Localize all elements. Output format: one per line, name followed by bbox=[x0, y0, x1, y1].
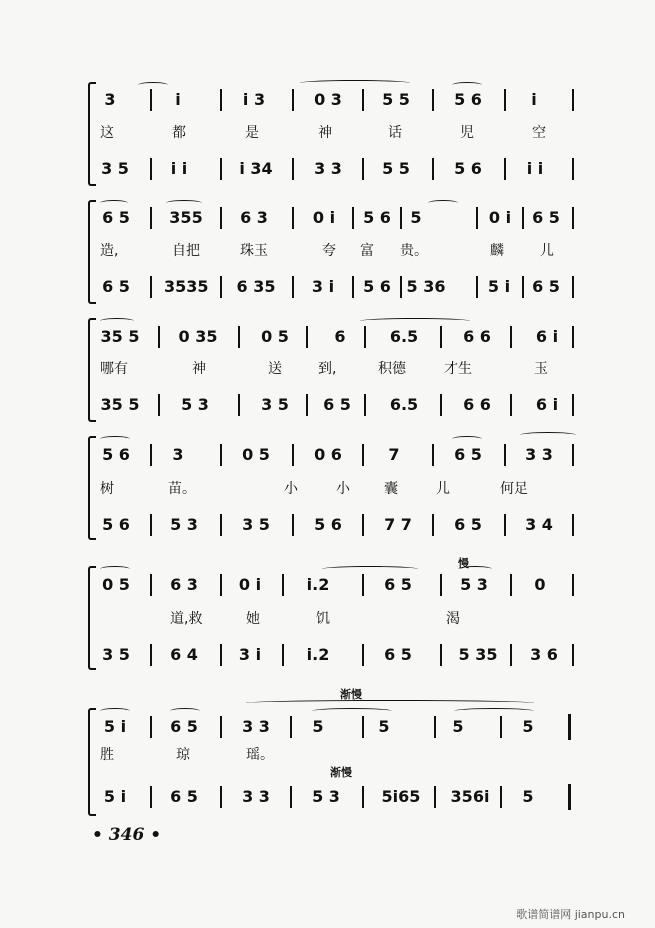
measure: 6 4 bbox=[170, 645, 198, 664]
measure: 5 3 bbox=[181, 395, 209, 414]
measure: 3 i bbox=[311, 277, 335, 296]
lyric: 何足 bbox=[500, 481, 528, 497]
measure: 5 3 bbox=[170, 515, 198, 534]
lyric: 神 bbox=[192, 361, 206, 377]
measure: 3 bbox=[104, 90, 116, 109]
system-brace bbox=[88, 318, 96, 422]
measure: 7 bbox=[388, 445, 400, 464]
measure: 6 5 bbox=[102, 208, 130, 227]
lyric: 苗。 bbox=[168, 481, 196, 497]
measure: 5 bbox=[522, 787, 534, 806]
measure: 6 5 bbox=[454, 445, 482, 464]
measure: 0 6 bbox=[314, 445, 342, 464]
measure: 0 i bbox=[312, 208, 336, 227]
measure: 6 5 bbox=[323, 395, 351, 414]
measure: 5i65 bbox=[381, 787, 421, 806]
measure: 7 7 bbox=[384, 515, 412, 534]
lyric: 积德 bbox=[378, 361, 406, 377]
staff-top bbox=[100, 442, 580, 468]
staff-top bbox=[100, 572, 580, 598]
lyric: 神 bbox=[318, 125, 332, 141]
measure: 35 5 bbox=[100, 395, 140, 414]
measure: i i bbox=[170, 159, 188, 178]
measure: 3 6 bbox=[530, 645, 558, 664]
measure: 6 5 bbox=[102, 277, 130, 296]
measure: 5 6 bbox=[363, 208, 391, 227]
measure: 5 bbox=[410, 208, 422, 227]
lyric: 送 bbox=[268, 361, 282, 377]
measure: 5 5 bbox=[382, 159, 410, 178]
measure: 3 3 bbox=[242, 787, 270, 806]
measure: 3 5 bbox=[242, 515, 270, 534]
measure: 6 3 bbox=[240, 208, 268, 227]
measure: 6 3 bbox=[170, 575, 198, 594]
staff-top bbox=[100, 324, 580, 350]
lyric: 都 bbox=[172, 125, 186, 141]
measure: 0 5 bbox=[102, 575, 130, 594]
measure: i.2 bbox=[306, 645, 330, 664]
measure: 0 3 bbox=[314, 90, 342, 109]
measure: 5 i bbox=[103, 717, 127, 736]
measure: 6 35 bbox=[236, 277, 276, 296]
measure: 3 3 bbox=[242, 717, 270, 736]
measure: 5 6 bbox=[102, 515, 130, 534]
slur bbox=[138, 82, 168, 88]
measure: 6 5 bbox=[170, 787, 198, 806]
measure: i bbox=[531, 90, 537, 109]
measure: 0 35 bbox=[178, 327, 218, 346]
system-brace bbox=[88, 82, 96, 186]
measure: 6 i bbox=[535, 395, 559, 414]
measure: 5 35 bbox=[458, 645, 498, 664]
measure: 5 6 bbox=[102, 445, 130, 464]
measure: 3535 bbox=[164, 277, 209, 296]
measure: 6 6 bbox=[463, 395, 491, 414]
lyric: 话 bbox=[388, 125, 402, 141]
measure: 3 5 bbox=[102, 645, 130, 664]
lyric: 胜 bbox=[100, 747, 114, 763]
lyric: 小 bbox=[284, 481, 298, 497]
staff-bottom bbox=[100, 392, 580, 418]
lyric: 饥 bbox=[316, 611, 330, 627]
lyric: 自把 bbox=[172, 243, 200, 259]
measure: 5 bbox=[452, 717, 464, 736]
lyric: 这 bbox=[100, 125, 114, 141]
measure: 5 6 bbox=[363, 277, 391, 296]
lyric: 囊 bbox=[384, 481, 398, 497]
staff-bottom bbox=[100, 642, 580, 668]
staff-top bbox=[100, 714, 580, 740]
measure: 3 3 bbox=[314, 159, 342, 178]
measure: 5 bbox=[378, 717, 390, 736]
measure: i.2 bbox=[306, 575, 330, 594]
slur bbox=[300, 80, 410, 86]
measure: 5 bbox=[522, 717, 534, 736]
lyric: 瑶。 bbox=[246, 747, 274, 763]
measure: 355 bbox=[169, 208, 203, 227]
system-brace bbox=[88, 200, 96, 304]
measure: 6 bbox=[334, 327, 346, 346]
lyric: 儿 bbox=[436, 481, 450, 497]
measure: 6 i bbox=[535, 327, 559, 346]
lyric: 道,救 bbox=[170, 611, 203, 627]
lyric: 儿 bbox=[540, 243, 554, 259]
measure: 5 i bbox=[103, 787, 127, 806]
measure: 6 5 bbox=[532, 277, 560, 296]
measure: 0 i bbox=[238, 575, 262, 594]
measure: 0 5 bbox=[261, 327, 289, 346]
measure: 6 5 bbox=[384, 575, 412, 594]
measure: 5 bbox=[312, 717, 324, 736]
measure: 5 6 bbox=[454, 159, 482, 178]
lyric: 児 bbox=[460, 125, 474, 141]
lyric: 是 bbox=[245, 125, 259, 141]
lyric: 麟 bbox=[490, 243, 504, 259]
measure: 5 5 bbox=[382, 90, 410, 109]
measure: 0 i bbox=[488, 208, 512, 227]
measure: 6 5 bbox=[170, 717, 198, 736]
lyric: 哪有 bbox=[100, 361, 128, 377]
measure: 0 5 bbox=[242, 445, 270, 464]
measure: 35 5 bbox=[100, 327, 140, 346]
measure: 6 5 bbox=[454, 515, 482, 534]
measure: 3 i bbox=[238, 645, 262, 664]
measure: 5 6 bbox=[454, 90, 482, 109]
system-brace bbox=[88, 566, 96, 670]
lyric: 渴 bbox=[446, 611, 460, 627]
staff-top bbox=[100, 87, 580, 113]
measure: i 34 bbox=[239, 159, 273, 178]
tempo-marking: 渐慢 bbox=[330, 766, 352, 779]
measure: 3 3 bbox=[525, 445, 553, 464]
system-brace bbox=[88, 708, 96, 816]
measure: 3 5 bbox=[101, 159, 129, 178]
slur bbox=[452, 82, 482, 88]
watermark: 歌谱简谱网 jianpu.cn bbox=[516, 908, 625, 921]
measure: 0 bbox=[534, 575, 546, 594]
lyric: 珠玉 bbox=[240, 243, 268, 259]
tempo-marking: 慢 bbox=[458, 557, 469, 570]
staff-bottom bbox=[100, 274, 580, 300]
measure: 6 6 bbox=[463, 327, 491, 346]
measure: 3 bbox=[172, 445, 184, 464]
lyric: 夸 bbox=[322, 243, 336, 259]
measure: 3 4 bbox=[525, 515, 553, 534]
lyric: 她 bbox=[246, 611, 260, 627]
lyric: 空 bbox=[532, 125, 546, 141]
lyric: 到, bbox=[318, 361, 337, 377]
measure: 5 i bbox=[487, 277, 511, 296]
measure: i 3 bbox=[242, 90, 266, 109]
lyric: 富 bbox=[360, 243, 374, 259]
measure: i bbox=[175, 90, 181, 109]
lyric: 树 bbox=[100, 481, 114, 497]
staff-bottom bbox=[100, 512, 580, 538]
lyric: 琼 bbox=[176, 747, 190, 763]
measure: 5 3 bbox=[312, 787, 340, 806]
measure: 6 5 bbox=[384, 645, 412, 664]
lyric: 才生 bbox=[444, 361, 472, 377]
staff-bottom bbox=[100, 156, 580, 182]
lyric: 造, bbox=[100, 243, 119, 259]
measure: i i bbox=[526, 159, 544, 178]
tempo-marking: 渐慢 bbox=[340, 688, 362, 701]
measure: 5 3 bbox=[460, 575, 488, 594]
system-brace bbox=[88, 436, 96, 540]
page-number: • 346 • bbox=[92, 825, 162, 845]
measure: 6.5 bbox=[389, 395, 419, 414]
staff-bottom bbox=[100, 784, 580, 810]
lyric: 小 bbox=[336, 481, 350, 497]
lyric: 玉 bbox=[534, 361, 548, 377]
measure: 356i bbox=[450, 787, 490, 806]
measure: 6 5 bbox=[532, 208, 560, 227]
measure: 5 36 bbox=[406, 277, 446, 296]
measure: 6.5 bbox=[389, 327, 419, 346]
measure: 5 6 bbox=[314, 515, 342, 534]
measure: 3 5 bbox=[261, 395, 289, 414]
staff-top bbox=[100, 205, 580, 231]
lyric: 贵。 bbox=[400, 243, 428, 259]
